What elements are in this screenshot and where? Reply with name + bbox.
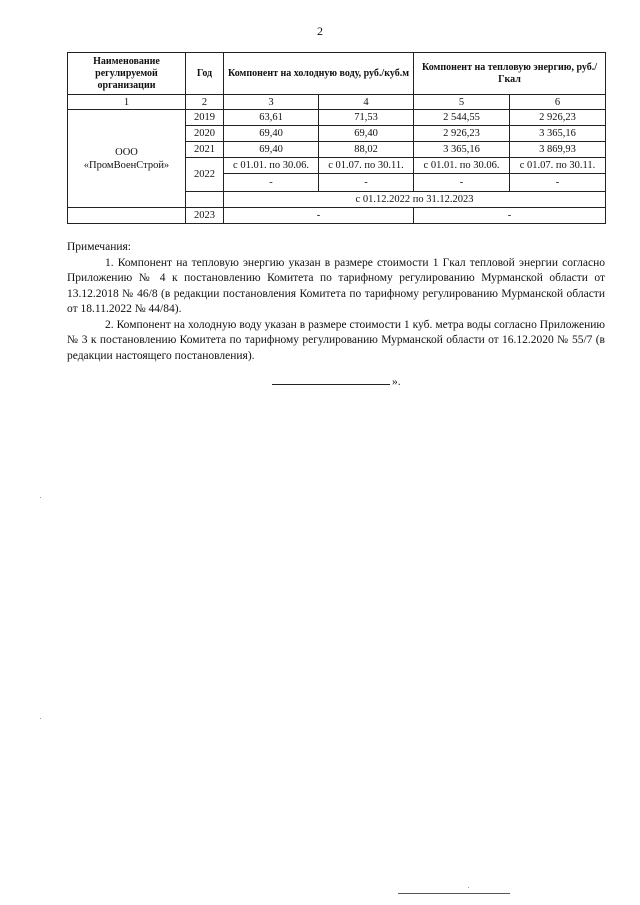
col-number-3: 3 (224, 95, 319, 110)
col-number-1: 1 (68, 95, 186, 110)
year-cell: 2023 (186, 208, 224, 224)
year-cell-2022: 2022 (186, 158, 224, 192)
value-cell: 69,40 (224, 142, 319, 158)
period-label: с 01.01. по 30.06. (224, 158, 319, 174)
period-2023-label: с 01.12.2022 по 31.12.2023 (224, 192, 606, 208)
table-row-2023 (68, 208, 606, 224)
header-year: Год (186, 53, 224, 95)
value-cell: 2 926,23 (510, 110, 606, 126)
empty-org-cell (68, 208, 186, 224)
scan-speck (468, 887, 469, 888)
value-cell: - (510, 174, 606, 192)
header-cold-water: Компонент на холодную воду, руб./куб.м (224, 53, 414, 95)
end-quote: ». (392, 376, 401, 388)
notes-title: Примечания: (67, 241, 131, 253)
header-row (68, 53, 606, 95)
year-cell: 2019 (186, 110, 224, 126)
end-underline (272, 376, 390, 385)
col-number-6: 6 (510, 95, 606, 110)
note-1: 1. Компонент на тепловую энергию указан в размере стоимости 1 Гкал тепловой энергии согласно Приложению № 4 к постановлению Комитета по тарифному регулированию Мурманской области от 13.12.2018 № 46/8 (в редакции постановления Комитета по тарифному регулированию Мурманской области от 18.11.2022 № 44/84). (67, 256, 605, 315)
col-number-4: 4 (319, 95, 414, 110)
value-cell: 3 365,16 (510, 126, 606, 142)
org-name-cell (68, 110, 186, 208)
note-2: 2. Компонент на холодную воду указан в размере стоимости 1 куб. метра воды согласно Приложению № 3 к постановлению Комитета по тарифному регулированию Мурманской области от 16.12.2020 № 55/7 (в редакции настоящего постановления). (67, 318, 605, 362)
org-name-line-1: ООО (115, 146, 138, 158)
value-cell: 3 365,16 (414, 142, 510, 158)
value-cell: 3 869,93 (510, 142, 606, 158)
tariff-table (67, 52, 606, 224)
value-cell: - (224, 174, 319, 192)
value-cell: - (224, 208, 414, 224)
value-cell: 71,53 (319, 110, 414, 126)
table-row-2019 (68, 110, 606, 126)
value-cell: 69,40 (224, 126, 319, 142)
value-cell: 2 544,55 (414, 110, 510, 126)
end-mark (272, 376, 401, 388)
scan-speck (40, 718, 41, 719)
value-cell: 2 926,23 (414, 126, 510, 142)
header-heat: Компонент на тепловую энергию, руб./Гкал (414, 53, 606, 95)
org-name-line-2: «ПромВоенСтрой» (83, 159, 170, 171)
notes-section (67, 240, 605, 364)
period-label: с 01.01. по 30.06. (414, 158, 510, 174)
value-cell: - (414, 208, 606, 224)
value-cell: 88,02 (319, 142, 414, 158)
col-number-2: 2 (186, 95, 224, 110)
value-cell: - (414, 174, 510, 192)
value-cell: 63,61 (224, 110, 319, 126)
column-number-row (68, 95, 606, 110)
period-label: с 01.07. по 30.11. (319, 158, 414, 174)
footer-rule (398, 893, 510, 894)
scan-speck (40, 497, 41, 498)
year-cell: 2020 (186, 126, 224, 142)
value-cell: 69,40 (319, 126, 414, 142)
page-number: 2 (317, 24, 323, 38)
header-org: Наименование регулируемой организации (68, 53, 186, 95)
value-cell: - (319, 174, 414, 192)
empty-year-cell (186, 192, 224, 208)
period-label: с 01.07. по 30.11. (510, 158, 606, 174)
col-number-5: 5 (414, 95, 510, 110)
year-cell: 2021 (186, 142, 224, 158)
